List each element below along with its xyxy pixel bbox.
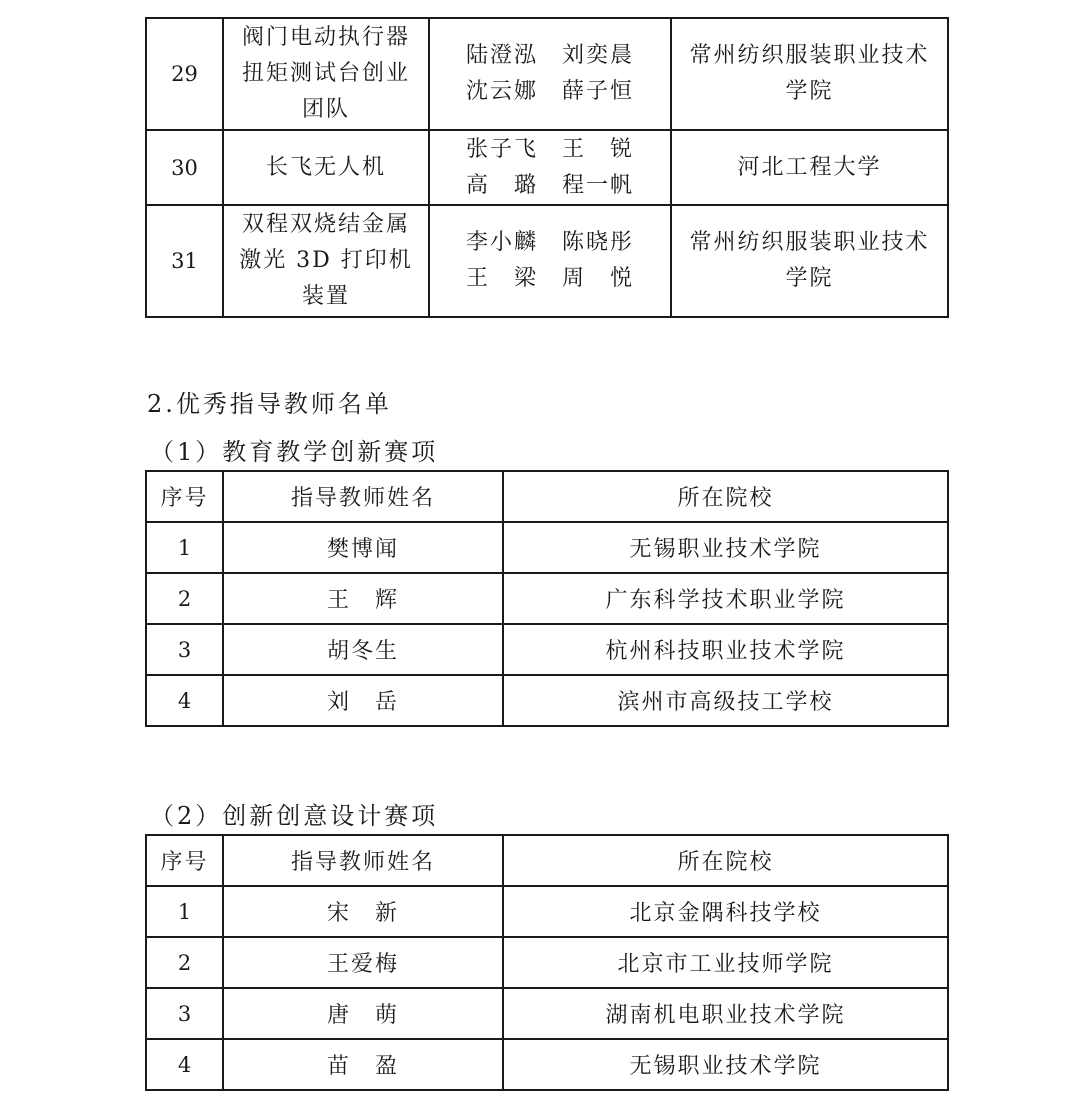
project-name: 双程双烧结金属 激光 3D 打印机 装置 — [223, 205, 429, 317]
teacher-name: 唐 萌 — [223, 988, 503, 1039]
teacher-name: 苗 盈 — [223, 1039, 503, 1090]
school-name: 北京市工业技师学院 — [503, 937, 948, 988]
table-row — [146, 573, 948, 624]
row-number: 3 — [146, 624, 223, 675]
school-name: 广东科学技术职业学院 — [503, 573, 948, 624]
teachers-table-1 — [145, 470, 949, 727]
row-number: 2 — [146, 573, 223, 624]
row-number: 29 — [146, 18, 223, 130]
header-no: 序号 — [146, 471, 223, 522]
school-name: 河北工程大学 — [671, 130, 948, 205]
header-school: 所在院校 — [503, 835, 948, 886]
table-row — [146, 624, 948, 675]
subsection-title-1: （1）教育教学创新赛项 — [150, 438, 439, 466]
school-name: 常州纺织服装职业技术 学院 — [671, 205, 948, 317]
teachers-table-2 — [145, 834, 949, 1091]
table-row — [146, 18, 948, 130]
school-name: 无锡职业技术学院 — [503, 1039, 948, 1090]
row-number: 2 — [146, 937, 223, 988]
table-row — [146, 1039, 948, 1090]
school-name: 湖南机电职业技术学院 — [503, 988, 948, 1039]
team-members: 陆澄泓 刘奕晨 沈云娜 薛子恒 — [429, 18, 671, 130]
section-title: 2.优秀指导教师名单 — [147, 390, 392, 418]
school-name: 常州纺织服装职业技术 学院 — [671, 18, 948, 130]
school-name: 杭州科技职业技术学院 — [503, 624, 948, 675]
row-number: 4 — [146, 1039, 223, 1090]
teacher-name: 刘 岳 — [223, 675, 503, 726]
header-name: 指导教师姓名 — [223, 471, 503, 522]
teacher-name: 樊博闻 — [223, 522, 503, 573]
team-members: 李小麟 陈晓彤 王 梁 周 悦 — [429, 205, 671, 317]
teacher-name: 王 辉 — [223, 573, 503, 624]
table-row — [146, 130, 948, 205]
row-number: 3 — [146, 988, 223, 1039]
school-name: 滨州市高级技工学校 — [503, 675, 948, 726]
table-row — [146, 522, 948, 573]
header-name: 指导教师姓名 — [223, 835, 503, 886]
row-number: 31 — [146, 205, 223, 317]
row-number: 4 — [146, 675, 223, 726]
table-header-row — [146, 471, 948, 522]
header-school: 所在院校 — [503, 471, 948, 522]
row-number: 1 — [146, 522, 223, 573]
table-row — [146, 205, 948, 317]
table-row — [146, 675, 948, 726]
table-row — [146, 937, 948, 988]
row-number: 1 — [146, 886, 223, 937]
row-number: 30 — [146, 130, 223, 205]
project-name: 长飞无人机 — [223, 130, 429, 205]
teacher-name: 王爱梅 — [223, 937, 503, 988]
team-members: 张子飞 王 锐 高 璐 程一帆 — [429, 130, 671, 205]
table-row — [146, 988, 948, 1039]
table-header-row — [146, 835, 948, 886]
teacher-name: 胡冬生 — [223, 624, 503, 675]
teacher-name: 宋 新 — [223, 886, 503, 937]
project-name: 阀门电动执行器 扭矩测试台创业 团队 — [223, 18, 429, 130]
table-row — [146, 886, 948, 937]
subsection-title-2: （2）创新创意设计赛项 — [150, 802, 439, 830]
header-no: 序号 — [146, 835, 223, 886]
school-name: 北京金隅科技学校 — [503, 886, 948, 937]
teams-table — [145, 17, 949, 318]
school-name: 无锡职业技术学院 — [503, 522, 948, 573]
